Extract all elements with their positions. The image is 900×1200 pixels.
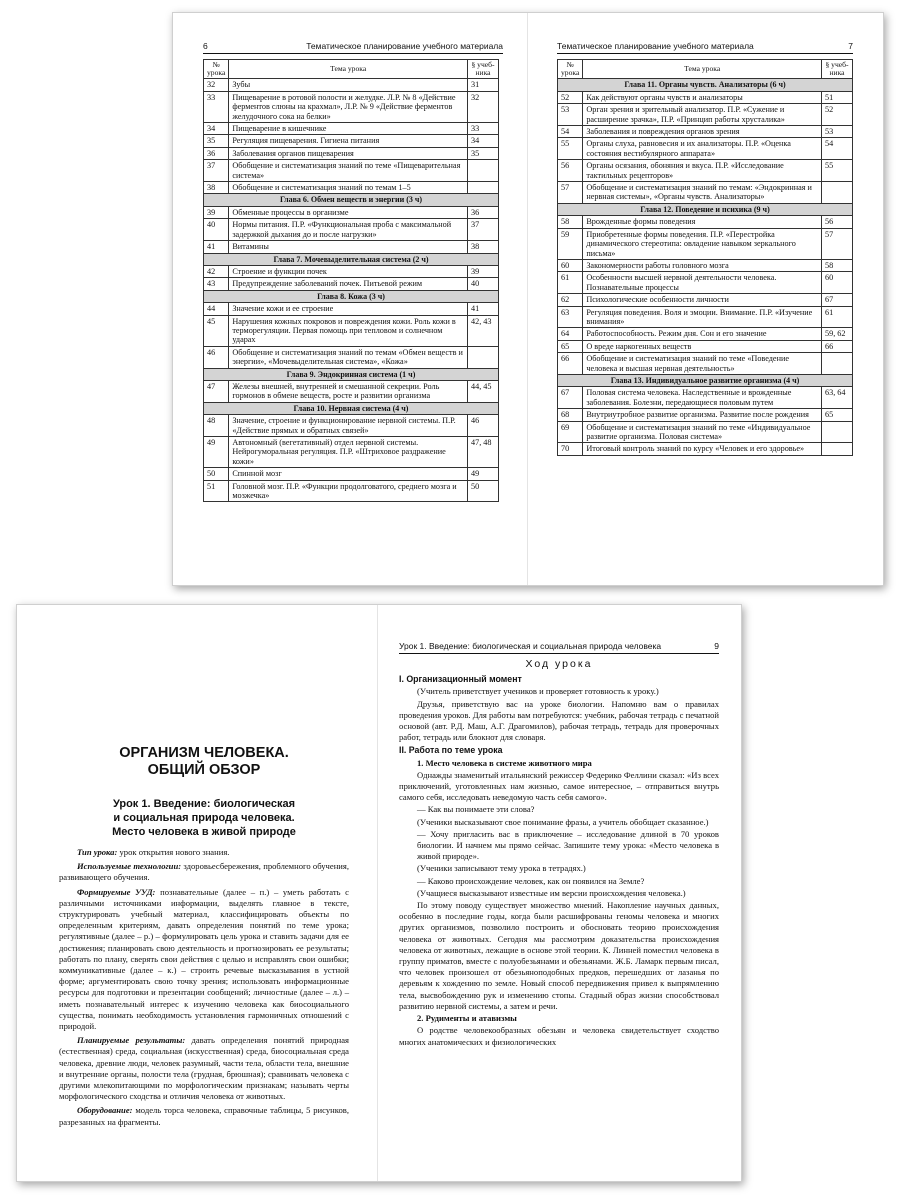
chapter-title: Глава 10. Нервная система (4 ч) — [204, 402, 499, 414]
table-row — [558, 387, 853, 409]
table-row — [204, 79, 499, 91]
lesson-topic: Органы слуха, равновесия и их анализаторы. П.Р. «Оценка состояния вестибулярного аппарата» — [583, 138, 822, 160]
lesson-number: 66 — [558, 353, 583, 375]
lesson-topic: Внутриутробное развитие организма. Развитие после рождения — [583, 409, 822, 421]
textbook-section: 40 — [468, 278, 499, 290]
lesson-topic: Зубы — [229, 79, 468, 91]
running-title: Тематическое планирование учебного материала — [557, 41, 754, 51]
lesson-number: 63 — [558, 306, 583, 328]
textbook-section: 33 — [468, 123, 499, 135]
textbook-section — [822, 353, 853, 375]
textbook-section: 47, 48 — [468, 437, 499, 468]
lesson-topic: Итоговый контроль знаний по курсу «Человек и его здоровье» — [583, 443, 822, 455]
paragraph: (Учащиеся высказывают известные им версии происхождения человека.) — [417, 887, 686, 898]
textbook-section: 35 — [468, 147, 499, 159]
textbook-section: 41 — [468, 303, 499, 315]
table-row — [558, 409, 853, 421]
textbook-section: 66 — [822, 340, 853, 352]
lesson-topic: Железы внешней, внутренней и смешанной секреции. Роль гормонов в обмене веществ, росте и развитии организма — [229, 380, 468, 402]
lesson-number: 47 — [204, 380, 229, 402]
subsection-title: 2. Рудименты и атавизмы — [417, 1013, 517, 1024]
table-row — [558, 328, 853, 340]
paragraph: — Как вы понимаете эти слова? — [417, 804, 535, 815]
lesson-number: 51 — [204, 480, 229, 502]
lesson-number: 67 — [558, 387, 583, 409]
lesson-topic: Обменные процессы в организме — [229, 206, 468, 218]
table-row — [558, 259, 853, 271]
table-row — [204, 480, 499, 502]
chapter-row — [204, 402, 499, 414]
meta-label: Формируемые УУД: — [77, 886, 156, 897]
lesson-topic: Обобщение и систематизация знаний по темам «Обмен веществ и энергии», «Мочевыделительная система», «Кожа» — [229, 346, 468, 368]
paragraph: — Каково происхождение человек, как он появился на Земле? — [417, 875, 645, 886]
table-row — [204, 182, 499, 194]
textbook-section: 55 — [822, 160, 853, 182]
lesson-number: 46 — [204, 346, 229, 368]
running-title: Тематическое планирование учебного материала — [306, 41, 503, 51]
textbook-section: 37 — [468, 219, 499, 241]
chapter-row — [204, 253, 499, 265]
table-row — [558, 228, 853, 259]
table-row — [558, 126, 853, 138]
lesson-number: 48 — [204, 415, 229, 437]
textbook-section: 60 — [822, 272, 853, 294]
lesson-number: 40 — [204, 219, 229, 241]
chapter-row — [204, 194, 499, 206]
textbook-section: 59, 62 — [822, 328, 853, 340]
table-row — [204, 380, 499, 402]
meta-text: урок открытия нового знания. — [117, 847, 230, 857]
textbook-section: 61 — [822, 306, 853, 328]
table-row — [558, 216, 853, 228]
textbook-section — [468, 346, 499, 368]
lesson-number: 59 — [558, 228, 583, 259]
lesson-number: 39 — [204, 206, 229, 218]
textbook-section: 58 — [822, 259, 853, 271]
textbook-section: 39 — [468, 265, 499, 277]
table-row — [204, 265, 499, 277]
meta-paragraph — [59, 887, 349, 1033]
lesson-number: 56 — [558, 160, 583, 182]
lesson-number: 42 — [204, 265, 229, 277]
textbook-section: 67 — [822, 294, 853, 306]
lesson-number: 58 — [558, 216, 583, 228]
table-row — [558, 443, 853, 455]
lesson-topic: Половая система человека. Наследственные и врожденные заболевания. Болезни, передающиеся половым путем — [583, 387, 822, 409]
textbook-section — [822, 443, 853, 455]
textbook-section: 65 — [822, 409, 853, 421]
section-title: II. Работа по теме урока — [399, 745, 503, 756]
paragraph: По этому поводу существует множество мнений. Накопление научных данных, особенно в последние годы, когда были расшифрованы геномы человека и многих других организмов, позволило построить и обосновать теорию происхождения человека от животных. Сегодня мы рассмотрим доказательства происхождения человека от животных, лежащие в основе этой теории. К. Линней поместил человека в группу приматов, вместе с полуобезьянами и обезьянами. Ж.Б. Ламарк первым писал, что человек произошел от обезьяноподобных предков, перешедших от лазанья по деревьям к хождению по земле. Новый способ передвижения привел к выпрямлению тела, высвобождению рук и изменению стопы. Стадный образ жизни способствовал развитию нервной системы, а затем и речи. — [399, 900, 719, 1011]
paragraph: Друзья, приветствую вас на уроке биологии. Напомню вам о правилах проведения уроков. Для работы вам потребуются: учебник, рабочая тетрадь с печатной основой (авт. Р.Д. Маш, А.Г. Драгомилов), рабочая тетрадь, тетрадь для проверочных работ, тетрадь или блокнот для словаря. — [399, 698, 719, 743]
paragraph: (Ученики записывают тему урока в тетрадях.) — [417, 863, 586, 874]
chapter-title: Глава 6. Обмен веществ и энергии (3 ч) — [204, 194, 499, 206]
textbook-section — [468, 182, 499, 194]
chapter-title: Глава 9. Эндокринная система (1 ч) — [204, 368, 499, 380]
textbook-section: 34 — [468, 135, 499, 147]
textbook-section — [468, 160, 499, 182]
lesson-topic: Витамины — [229, 241, 468, 253]
textbook-section: 38 — [468, 241, 499, 253]
lesson-topic: Обобщение и систематизация знаний по темам: «Эндокринная и нервная системы», «Органы чувств. Анализаторы» — [583, 182, 822, 204]
column-header: № урока — [204, 60, 229, 79]
table-row — [204, 303, 499, 315]
lesson-topic: Обобщение и систематизация знаний по теме «Поведение человека и высшая нервная деятельность» — [583, 353, 822, 375]
lesson-number: 52 — [558, 91, 583, 103]
lesson-topic: Строение и функции почек — [229, 265, 468, 277]
textbook-section: 51 — [822, 91, 853, 103]
subsection-title: 1. Место человека в системе животного мира — [417, 757, 592, 768]
table-row — [204, 415, 499, 437]
textbook-section: 52 — [822, 104, 853, 126]
lesson-topic: Регуляция поведения. Воля и эмоции. Внимание. П.Р. «Изучение внимания» — [583, 306, 822, 328]
textbook-section: 49 — [468, 468, 499, 480]
lesson-title: Урок 1. Введение: биологическая и социальная природа человека. Место человека в живой природе — [112, 798, 296, 838]
lesson-topic: Орган зрения и зрительный анализатор. П.Р. «Сужение и расширение зрачка», П.Р. «Принцип работы хрусталика» — [583, 104, 822, 126]
lesson-number: 38 — [204, 182, 229, 194]
textbook-section — [822, 421, 853, 443]
chapter-row — [204, 290, 499, 302]
page-number: 7 — [848, 41, 853, 51]
meta-label: Используемые технологии: — [77, 861, 182, 872]
page-gutter — [527, 13, 528, 585]
table-row — [558, 182, 853, 204]
lesson-number: 64 — [558, 328, 583, 340]
chapter-title: Глава 8. Кожа (3 ч) — [204, 290, 499, 302]
textbook-section — [822, 182, 853, 204]
chapter-row — [204, 368, 499, 380]
lesson-number: 68 — [558, 409, 583, 421]
textbook-section: 36 — [468, 206, 499, 218]
textbook-section: 57 — [822, 228, 853, 259]
lesson-number: 35 — [204, 135, 229, 147]
chapter-title: Глава 12. Поведение и психика (9 ч) — [558, 203, 853, 215]
textbook-section: 50 — [468, 480, 499, 502]
lesson-number: 65 — [558, 340, 583, 352]
paragraph: Однажды знаменитый итальянский режиссер Федерико Феллини сказал: «Из всех приключений, уготовленных нам жизнью, самое интересное, – отправиться внутрь самого себя, исследовать неведомую часть себя самого». — [399, 769, 719, 803]
lesson-number: 36 — [204, 147, 229, 159]
textbook-section: 53 — [822, 126, 853, 138]
meta-text: познавательные (далее – п.) – уметь работать с различными источниками информации, выделять главное в тексте, структурировать учебный материал, классифицировать объекты по определенным критериям, давать определения понятий по теме урока; регулятивные (далее – р.) – формулировать цель урока и ставить задачи для ее достижения; планировать свою деятельность и прогнозировать ее результаты; работать по плану, сверять свои действия с целью и исправлять свои ошибки; коммуникативные (далее – к.) – строить речевые высказывания в устной форме; аргументировать свою точку зрения; использовать информационные ресурсы для подготовки и презентации сообщений; личностные (далее – л.) – иметь познавательный интерес к изучению человека как биосоциального существа, понимать необходимость установления гармоничных отношений с природой. — [59, 886, 349, 1032]
table-row — [204, 315, 499, 346]
table-row — [204, 346, 499, 368]
lesson-number: 43 — [204, 278, 229, 290]
textbook-section: 56 — [822, 216, 853, 228]
chapter-row — [558, 79, 853, 91]
meta-paragraph — [59, 861, 349, 883]
table-row — [558, 306, 853, 328]
lesson-number: 62 — [558, 294, 583, 306]
page-gutter — [377, 605, 378, 1181]
lesson-topic: О вреде наркогенных веществ — [583, 340, 822, 352]
textbook-section: 54 — [822, 138, 853, 160]
table-row — [558, 421, 853, 443]
lesson-topic: Заболевания органов пищеварения — [229, 147, 468, 159]
textbook-section: 42, 43 — [468, 315, 499, 346]
lesson-topic: Органы осязания, обоняния и вкуса. П.Р. «Исследование тактильных рецепторов» — [583, 160, 822, 182]
lesson-number: 33 — [204, 91, 229, 122]
table-row — [558, 340, 853, 352]
chapter-title: Глава 13. Индивидуальное развитие организма (4 ч) — [558, 374, 853, 386]
table-row — [204, 219, 499, 241]
lesson-topic: Пищеварение в кишечнике — [229, 123, 468, 135]
table-row — [558, 160, 853, 182]
meta-text: модель торса человека, справочные таблицы, 5 рисунков, разрезанных на фрагменты. — [59, 1105, 349, 1127]
textbook-section: 32 — [468, 91, 499, 122]
lesson-topic: Нормы питания. П.Р. «Функциональная проба с максимальной задержкой дыхания до и после нагрузки» — [229, 219, 468, 241]
lesson-plan-table-left — [203, 59, 499, 502]
textbook-section: 63, 64 — [822, 387, 853, 409]
lesson-number: 37 — [204, 160, 229, 182]
textbook-section: 46 — [468, 415, 499, 437]
textbook-section: 31 — [468, 79, 499, 91]
table-row — [204, 91, 499, 122]
table-row — [558, 138, 853, 160]
meta-label: Планируемые результаты: — [77, 1035, 186, 1046]
lesson-intro-column — [59, 745, 349, 1131]
meta-text: давать определения понятий природная (естественная) среда, социальная (искусственная) среда, биосоциальная среда человека, древние люди, человек разумный, части тела, области тела, внешние и внутренние органы, полости тела (грудная, брюшная); сравнивать человека с другими млекопитающими по морфологическим признакам; называть черты морфологического сходства и отличия человека от животных. — [59, 1035, 349, 1102]
lesson-number: 32 — [204, 79, 229, 91]
lesson-topic: Предупреждение заболеваний почек. Питьевой режим — [229, 278, 468, 290]
lesson-topic: Значение кожи и ее строение — [229, 303, 468, 315]
table-row — [558, 294, 853, 306]
column-header: § учеб-ника — [468, 60, 499, 79]
meta-text: здоровьесбережения, проблемного обучения, развивающего обучения. — [59, 861, 349, 883]
lesson-topic: Врожденные формы поведения — [583, 216, 822, 228]
lesson-topic: Приобретенные формы поведения. П.Р. «Перестройка динамического стереотипа: овладение навыком зеркального письма» — [583, 228, 822, 259]
lesson-number: 44 — [204, 303, 229, 315]
lesson-number: 49 — [204, 437, 229, 468]
section-heading: Ход урока — [525, 658, 593, 670]
paragraph: (Учитель приветствует учеников и проверяет готовность к уроку.) — [417, 686, 659, 697]
paragraph: О родстве человекообразных обезьян и человека свидетельствует сходство многих анатомических и физиологических — [399, 1025, 719, 1047]
table-row — [558, 91, 853, 103]
lesson-topic: Обобщение и систематизация знаний по теме «Пищеварительная система» — [229, 160, 468, 182]
lesson-number: 60 — [558, 259, 583, 271]
table-row — [558, 272, 853, 294]
lesson-number: 54 — [558, 126, 583, 138]
table-row — [204, 123, 499, 135]
meta-paragraph — [59, 1105, 349, 1127]
table-row — [204, 468, 499, 480]
lesson-topic: Заболевания и повреждения органов зрения — [583, 126, 822, 138]
lesson-topic: Значение, строение и функционирование нервной системы. П.Р. «Действие прямых и обратных связей» — [229, 415, 468, 437]
lesson-topic: Психологические особенности личности — [583, 294, 822, 306]
table-row — [204, 437, 499, 468]
meta-paragraph — [59, 1035, 349, 1102]
page-number: 6 — [203, 41, 208, 51]
textbook-section: 44, 45 — [468, 380, 499, 402]
lesson-topic: Регуляция пищеварения. Гигиена питания — [229, 135, 468, 147]
lesson-number: 57 — [558, 182, 583, 204]
chapter-title: Глава 7. Мочевыделительная система (2 ч) — [204, 253, 499, 265]
table-row — [204, 206, 499, 218]
lesson-topic: Пищеварение в ротовой полости и желудке. Л.Р. № 8 «Действие ферментов слюны на крахмал», Л.Р. № 9 «Действие ферментов желудочного сока на белки» — [229, 91, 468, 122]
lesson-spread — [16, 604, 742, 1182]
lesson-plan-table-right — [557, 59, 853, 456]
lesson-topic: Как действуют органы чувств и анализаторы — [583, 91, 822, 103]
lesson-meta — [59, 847, 349, 1128]
table-row — [558, 104, 853, 126]
paragraph: — Хочу пригласить вас в приключение – исследование длиной в 70 уроков биологии. И начнем мы прямо сейчас. Запишите тему урока: «Место человека в живой природе». — [417, 828, 719, 862]
lesson-topic: Закономерности работы головного мозга — [583, 259, 822, 271]
running-title: Урок 1. Введение: биологическая и социальная природа человека — [399, 641, 662, 651]
table-row — [204, 147, 499, 159]
table-spread — [172, 12, 884, 586]
lesson-number: 55 — [558, 138, 583, 160]
lesson-topic: Особенности высшей нервной деятельности человека. Познавательные процессы — [583, 272, 822, 294]
lesson-topic: Обобщение и систематизация знаний по теме «Индивидуальное развитие организма. Половая система» — [583, 421, 822, 443]
lesson-number: 53 — [558, 104, 583, 126]
page-number: 9 — [714, 641, 719, 651]
lesson-flow-column — [399, 659, 719, 1049]
chapter-row — [558, 374, 853, 386]
column-header: Тема урока — [583, 60, 822, 79]
lesson-number: 61 — [558, 272, 583, 294]
meta-paragraph — [59, 847, 349, 858]
paragraph: (Ученики высказывают свое понимание фразы, а учитель обобщает сказанное.) — [417, 816, 709, 827]
chapter-title: ОРГАНИЗМ ЧЕЛОВЕКА. ОБЩИЙ ОБЗОР — [119, 745, 289, 778]
table-row — [204, 135, 499, 147]
lesson-number: 69 — [558, 421, 583, 443]
lesson-topic: Головной мозг. П.Р. «Функции продолговатого, среднего мозга и мозжечка» — [229, 480, 468, 502]
lesson-topic: Спинной мозг — [229, 468, 468, 480]
lesson-number: 41 — [204, 241, 229, 253]
lesson-topic: Автономный (вегетативный) отдел нервной системы. Нейрогуморальная регуляция. П.Р. «Штриховое раздражение кожи» — [229, 437, 468, 468]
lesson-topic: Нарушения кожных покровов и повреждения кожи. Роль кожи в терморегуляции. Первая помощь при тепловом и солнечном ударах — [229, 315, 468, 346]
table-row — [558, 353, 853, 375]
column-header: № урока — [558, 60, 583, 79]
lesson-topic: Работоспособность. Режим дня. Сон и его значение — [583, 328, 822, 340]
lesson-number: 70 — [558, 443, 583, 455]
table-row — [204, 278, 499, 290]
lesson-number: 34 — [204, 123, 229, 135]
lesson-number: 50 — [204, 468, 229, 480]
meta-label: Оборудование: — [77, 1105, 133, 1116]
meta-label: Тип урока: — [77, 847, 118, 857]
chapter-row — [558, 203, 853, 215]
table-row — [204, 241, 499, 253]
column-header: § учеб-ника — [822, 60, 853, 79]
table-row — [204, 160, 499, 182]
lesson-topic: Обобщение и систематизация знаний по темам 1–5 — [229, 182, 468, 194]
lesson-number: 45 — [204, 315, 229, 346]
section-title: I. Организационный момент — [399, 674, 522, 685]
column-header: Тема урока — [229, 60, 468, 79]
chapter-title: Глава 11. Органы чувств. Анализаторы (6 ч) — [558, 79, 853, 91]
